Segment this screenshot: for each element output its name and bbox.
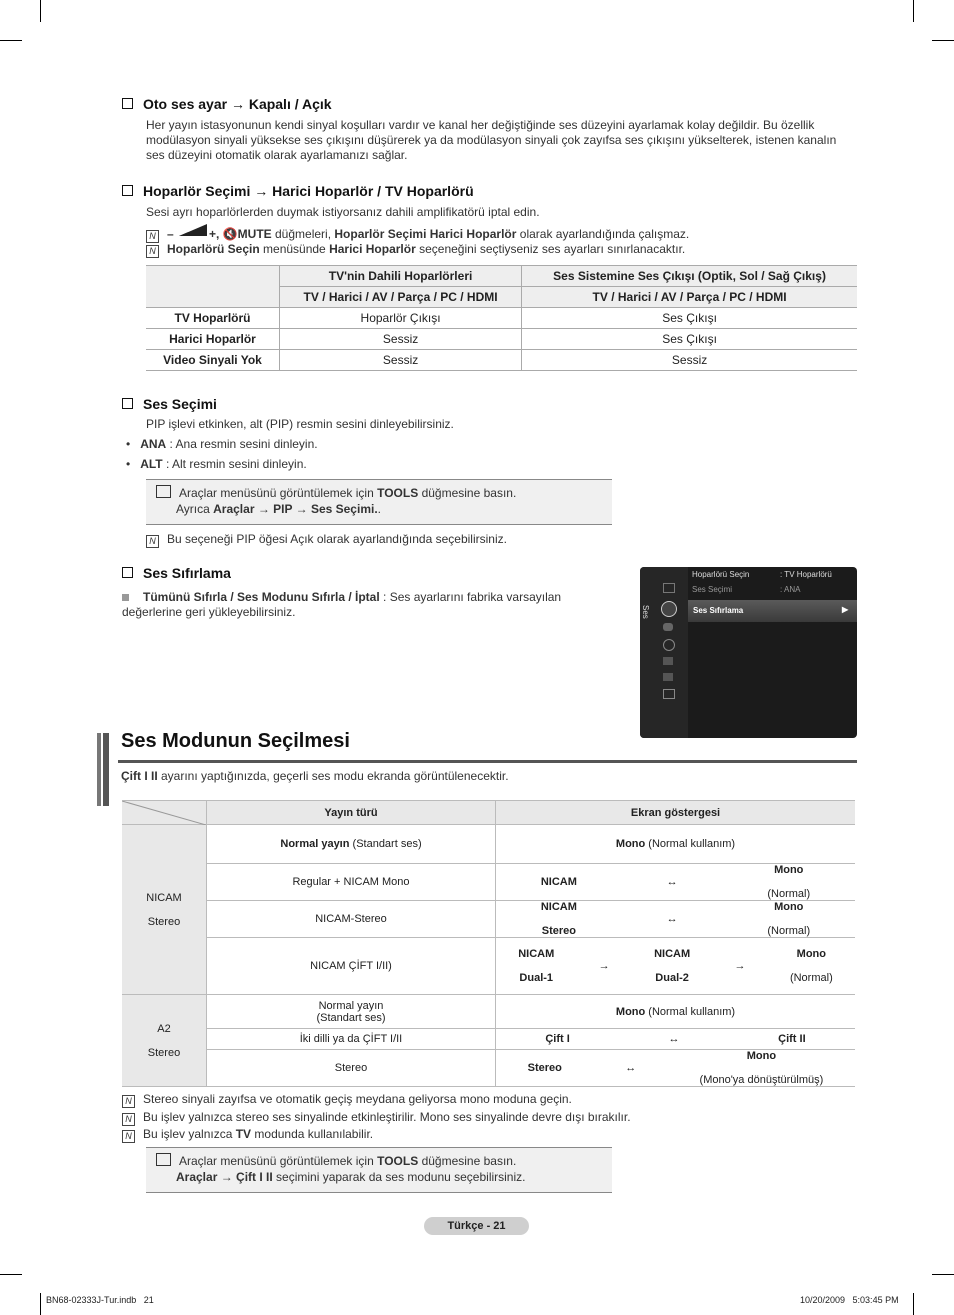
osd-icon-column bbox=[660, 583, 680, 703]
group-label: Stereo bbox=[147, 915, 181, 928]
diagonal-line bbox=[122, 801, 206, 825]
cell-text: (Normal kullanım) bbox=[645, 1005, 736, 1018]
tip-text: seçimini yaparak da ses modunu seçebilirsiniz. bbox=[272, 1170, 526, 1184]
intro-text bbox=[121, 769, 509, 784]
table-cell bbox=[496, 825, 856, 864]
crop-mark bbox=[40, 1293, 41, 1315]
crop-mark bbox=[40, 0, 41, 22]
table-cell bbox=[496, 864, 856, 901]
table-cell bbox=[496, 901, 856, 938]
osd-item-label: Ses Seçimi bbox=[692, 585, 733, 594]
osd-menu-item[interactable] bbox=[692, 570, 852, 582]
bullet-key: ALT bbox=[140, 457, 163, 471]
note-text: seçeneğini seçtiyseniz ses ayarları sınırlanacaktır. bbox=[415, 242, 686, 256]
osd-item-value: : TV Hoparlörü bbox=[780, 570, 832, 579]
osd-side-label: Ses bbox=[641, 605, 650, 619]
cell-bold: NICAM bbox=[540, 876, 577, 888]
picture-icon bbox=[663, 583, 675, 593]
sifirlama-key: Tümünü Sıfırla / Ses Modunu Sıfırla / İptal bbox=[143, 590, 380, 604]
heading-bars-icon bbox=[97, 733, 101, 806]
table-cell: NICAM ÇİFT I/II) bbox=[207, 938, 496, 995]
table-cell: Sessiz bbox=[280, 350, 522, 371]
cell-text: (Standart ses) bbox=[316, 1011, 386, 1024]
table-row bbox=[122, 995, 855, 1029]
table-row bbox=[122, 1029, 855, 1050]
tip-bold: Araçlar → PIP → Ses Seçimi. bbox=[213, 502, 378, 516]
cell-text: (Normal) bbox=[789, 972, 833, 984]
tools-icon bbox=[156, 485, 171, 498]
bullet-text: : Ana resmin sesini dinleyin. bbox=[166, 437, 318, 451]
tip-text: Araçlar menüsünü görüntülemek için bbox=[179, 1154, 378, 1168]
cell-bold: Mono bbox=[615, 1005, 646, 1018]
osd-menu-screenshot bbox=[640, 567, 857, 738]
table-cell: Ses Çıkışı bbox=[522, 329, 857, 350]
note-3 bbox=[122, 1127, 373, 1143]
heading-bars-icon bbox=[103, 733, 109, 806]
tip-text: düğmesine basın. bbox=[418, 486, 517, 500]
cell-text: (Normal) bbox=[767, 925, 811, 937]
note-icon: N bbox=[122, 1095, 135, 1108]
arrow-right-icon: → bbox=[598, 960, 610, 972]
support-icon bbox=[663, 689, 675, 699]
channel-icon bbox=[663, 623, 673, 631]
cell-text: Normal yayın bbox=[318, 999, 384, 1012]
swap-arrow-icon: ↔ bbox=[666, 876, 678, 888]
cell-bold: Çift I bbox=[545, 1033, 570, 1045]
group-label: NICAM bbox=[146, 891, 182, 904]
row-label: Video Sinyali Yok bbox=[146, 350, 280, 371]
note-text: Bu işlev yalnızca stereo ses sinyalinde etkinleştirilir. Mono ses sinyalinde devre dışı bırakılır. bbox=[143, 1110, 631, 1124]
cell-bold: Çift II bbox=[778, 1033, 806, 1045]
footer-left: BN68-02333J-Tur.indb 21 bbox=[46, 1295, 154, 1305]
table-header: Ses Sistemine Ses Çıkışı (Optik, Sol / Sağ Çıkış) bbox=[522, 266, 857, 287]
table-cell: İki dilli ya da ÇİFT I/II bbox=[207, 1029, 496, 1050]
osd-item-label: Hoparlörü Seçin bbox=[692, 570, 750, 579]
mute-label: MUTE bbox=[237, 227, 272, 241]
swap-arrow-icon: ↔ bbox=[668, 1033, 680, 1045]
speaker-table bbox=[146, 265, 857, 371]
cell-bold: Mono bbox=[774, 901, 804, 913]
tip-text: Araçlar menüsünü görüntülemek için bbox=[179, 486, 378, 500]
hoparlor-note-2 bbox=[146, 242, 685, 258]
note-text: menüsünde bbox=[259, 242, 330, 256]
table-cell bbox=[207, 825, 496, 864]
swap-arrow-icon: ↔ bbox=[625, 1062, 637, 1074]
cell-bold: Normal yayın bbox=[280, 838, 350, 850]
crop-mark bbox=[913, 1293, 914, 1315]
cell-bold: Dual-2 bbox=[655, 972, 689, 984]
cell-text: (Normal) bbox=[767, 888, 811, 900]
note-text: Bu seçeneği PIP öğesi Açık olarak ayarlandığında seçebilirsiniz. bbox=[167, 532, 507, 546]
title-text: Ses Sıfırlama bbox=[143, 565, 231, 581]
cell-bold: NICAM bbox=[540, 901, 577, 913]
intro-rest: ayarını yaptığınızda, geçerli ses modu ekranda görüntülenecektir. bbox=[157, 769, 509, 783]
tip-bold: Araçlar → Çift I II bbox=[176, 1170, 273, 1184]
table-header: TV'nin Dahili Hoparlörleri bbox=[280, 266, 522, 287]
table-cell bbox=[496, 995, 856, 1029]
cell-bold: NICAM bbox=[518, 948, 555, 960]
tools-tip-box bbox=[146, 479, 612, 525]
bullet-text: : Alt resmin sesini dinleyin. bbox=[162, 457, 307, 471]
cell-text: (Mono'ya dönüştürülmüş) bbox=[699, 1074, 824, 1086]
crop-mark bbox=[932, 1274, 954, 1275]
hoparlor-body: Sesi ayrı hoparlörlerden duymak istiyorsanız dahili amplifikatörü iptal edin. bbox=[146, 205, 540, 219]
table-cell: Regular + NICAM Mono bbox=[207, 864, 496, 901]
checkbox-bullet-icon bbox=[122, 185, 133, 196]
table-header: Yayın türü bbox=[207, 801, 496, 825]
application-icon bbox=[663, 673, 673, 681]
table-corner bbox=[146, 266, 280, 308]
cell-bold: Stereo bbox=[527, 1062, 562, 1074]
group-label: A2 bbox=[157, 1022, 171, 1035]
table-row bbox=[122, 938, 855, 995]
plus-label: +, bbox=[209, 227, 220, 241]
group-label: Stereo bbox=[147, 1046, 181, 1059]
section-title-ses-secimi bbox=[122, 396, 217, 412]
note-2 bbox=[122, 1110, 631, 1126]
bullet-key: ANA bbox=[140, 437, 167, 451]
sifirlama-text: : Ses ayarlarını fabrika varsayılan değerlerine geri yükleyebilirsiniz. bbox=[122, 590, 562, 619]
tip-bold: TOOLS bbox=[377, 486, 419, 500]
tip-text: düğmesine basın. bbox=[418, 1154, 517, 1168]
note-icon: N bbox=[146, 230, 159, 243]
table-corner bbox=[122, 801, 207, 825]
setup-icon bbox=[663, 639, 675, 651]
heading-underline bbox=[118, 760, 857, 763]
note-bold: Harici Hoparlör bbox=[329, 242, 416, 256]
table-subheader: TV / Harici / AV / Parça / PC / HDMI bbox=[280, 287, 522, 308]
tip-bold: TOOLS bbox=[377, 1154, 419, 1168]
table-header: Ekran göstergesi bbox=[496, 801, 856, 825]
table-subheader: TV / Harici / AV / Parça / PC / HDMI bbox=[522, 287, 857, 308]
table-row bbox=[146, 308, 857, 329]
section-title-oto-ses bbox=[122, 96, 332, 112]
checkbox-bullet-icon bbox=[122, 567, 133, 578]
arrow-right-icon: → bbox=[734, 960, 746, 972]
note-text: Stereo sinyali zayıfsa ve otomatik geçiş meydana geliyorsa mono moduna geçin. bbox=[143, 1092, 572, 1106]
arrow-right-icon: ▶ bbox=[842, 605, 849, 614]
cell-bold: NICAM bbox=[654, 948, 691, 960]
intro-bold: Çift I II bbox=[121, 769, 158, 783]
note-icon: N bbox=[122, 1113, 135, 1126]
volume-bar-icon bbox=[179, 224, 207, 236]
ses-secimi-note bbox=[146, 532, 507, 548]
table-row bbox=[146, 350, 857, 371]
page-number-pill: Türkçe - 21 bbox=[424, 1217, 529, 1235]
tools-tip-box-2 bbox=[146, 1147, 612, 1193]
osd-menu-item[interactable] bbox=[692, 585, 852, 597]
sound-icon bbox=[661, 601, 677, 617]
square-bullet-icon bbox=[122, 594, 129, 601]
cell-bold: Mono bbox=[746, 1050, 777, 1062]
title-text: Oto ses ayar → Kapalı / Açık bbox=[143, 96, 332, 112]
title-text: Hoparlör Seçimi → Harici Hoparlör / TV Hoparlörü bbox=[143, 183, 474, 199]
page-title: Ses Modunun Seçilmesi bbox=[121, 730, 350, 752]
table-cell bbox=[496, 1050, 856, 1087]
table-row bbox=[122, 901, 855, 938]
ses-secimi-body: PIP işlevi etkinken, alt (PIP) resmin sesini dinleyebilirsiniz. bbox=[146, 417, 454, 431]
table-row bbox=[146, 329, 857, 350]
cell-bold: Mono bbox=[774, 864, 804, 876]
note-bold: Hoparlörü Seçin bbox=[167, 242, 260, 256]
table-cell: Stereo bbox=[207, 1050, 496, 1087]
osd-item-value: : ANA bbox=[780, 585, 801, 594]
table-cell: Sessiz bbox=[280, 329, 522, 350]
row-label: TV Hoparlörü bbox=[146, 308, 280, 329]
sound-mode-table bbox=[122, 800, 855, 1087]
table-cell: Hoparlör Çıkışı bbox=[280, 308, 522, 329]
osd-menu-item-selected[interactable] bbox=[688, 600, 857, 622]
minus-label: – bbox=[167, 227, 174, 241]
cell-bold: Stereo bbox=[541, 925, 577, 937]
note-text: Bu işlev yalnızca bbox=[143, 1127, 236, 1141]
crop-mark bbox=[0, 1274, 22, 1275]
table-cell: Sessiz bbox=[522, 350, 857, 371]
tools-icon bbox=[156, 1153, 171, 1166]
mute-icon: 🔇 bbox=[222, 227, 238, 241]
tip-text: . bbox=[377, 502, 381, 516]
footer-right: 10/20/2009 5:03:45 PM bbox=[800, 1295, 899, 1305]
note-icon: N bbox=[146, 535, 159, 548]
checkbox-bullet-icon bbox=[122, 398, 133, 409]
cell-text: (Normal kullanım) bbox=[645, 838, 736, 850]
input-icon bbox=[663, 657, 673, 665]
note-icon: N bbox=[122, 1130, 135, 1143]
row-label: Harici Hoparlör bbox=[146, 329, 280, 350]
cell-bold: Mono bbox=[615, 838, 646, 850]
bullet-alt: • ALT : Alt resmin sesini dinleyin. bbox=[126, 457, 307, 471]
crop-mark bbox=[932, 40, 954, 41]
tip-text: Ayrıca bbox=[176, 502, 214, 516]
group-nicam bbox=[122, 825, 207, 995]
cell-text: (Standart ses) bbox=[349, 838, 422, 850]
note-bold: TV bbox=[235, 1127, 252, 1141]
cell-bold: Mono bbox=[796, 948, 826, 960]
cell-bold: Dual-1 bbox=[519, 972, 554, 984]
sifirlama-body bbox=[122, 590, 592, 620]
table-row bbox=[122, 864, 855, 901]
note-text: olarak ayarlandığında çalışmaz. bbox=[516, 227, 690, 241]
title-text: Ses Seçimi bbox=[143, 396, 217, 412]
note-bold: Hoparlör Seçimi Harici Hoparlör bbox=[334, 227, 517, 241]
swap-arrow-icon: ↔ bbox=[666, 913, 678, 925]
section-title-hoparlor bbox=[122, 183, 474, 199]
bullet-ana: • ANA : Ana resmin sesini dinleyin. bbox=[126, 437, 318, 451]
note-text: modunda kullanılabilir. bbox=[251, 1127, 374, 1141]
oto-ses-body: Her yayın istasyonunun kendi sinyal koşulları vardır ve kanal her değiştiğinde ses düzeyini ayarlamak kolay değildir. Bu özellik modülasyon sinyali yüksekse ses çıkışını düşürerek ya da modülasyon sinyali çok zayıfsa ses çıkışını yükselterek, istenen kanalın ses düzeyini otomatik olarak ayarlamanızı sağlar. bbox=[146, 118, 837, 162]
table-cell: NICAM-Stereo bbox=[207, 901, 496, 938]
table-cell bbox=[207, 995, 496, 1029]
hoparlor-note-1 bbox=[146, 224, 689, 243]
note-icon: N bbox=[146, 245, 159, 258]
section-title-ses-sifirlama bbox=[122, 565, 231, 581]
table-row bbox=[122, 1050, 855, 1087]
table-row bbox=[122, 825, 855, 864]
crop-mark bbox=[0, 40, 22, 41]
group-a2 bbox=[122, 995, 207, 1087]
crop-mark bbox=[913, 0, 914, 22]
note-text: düğmeleri, bbox=[271, 227, 335, 241]
table-cell: Ses Çıkışı bbox=[522, 308, 857, 329]
note-1 bbox=[122, 1092, 572, 1108]
table-cell bbox=[496, 938, 856, 995]
osd-item-label: Ses Sıfırlama bbox=[693, 606, 744, 615]
table-cell bbox=[496, 1029, 856, 1050]
checkbox-bullet-icon bbox=[122, 98, 133, 109]
